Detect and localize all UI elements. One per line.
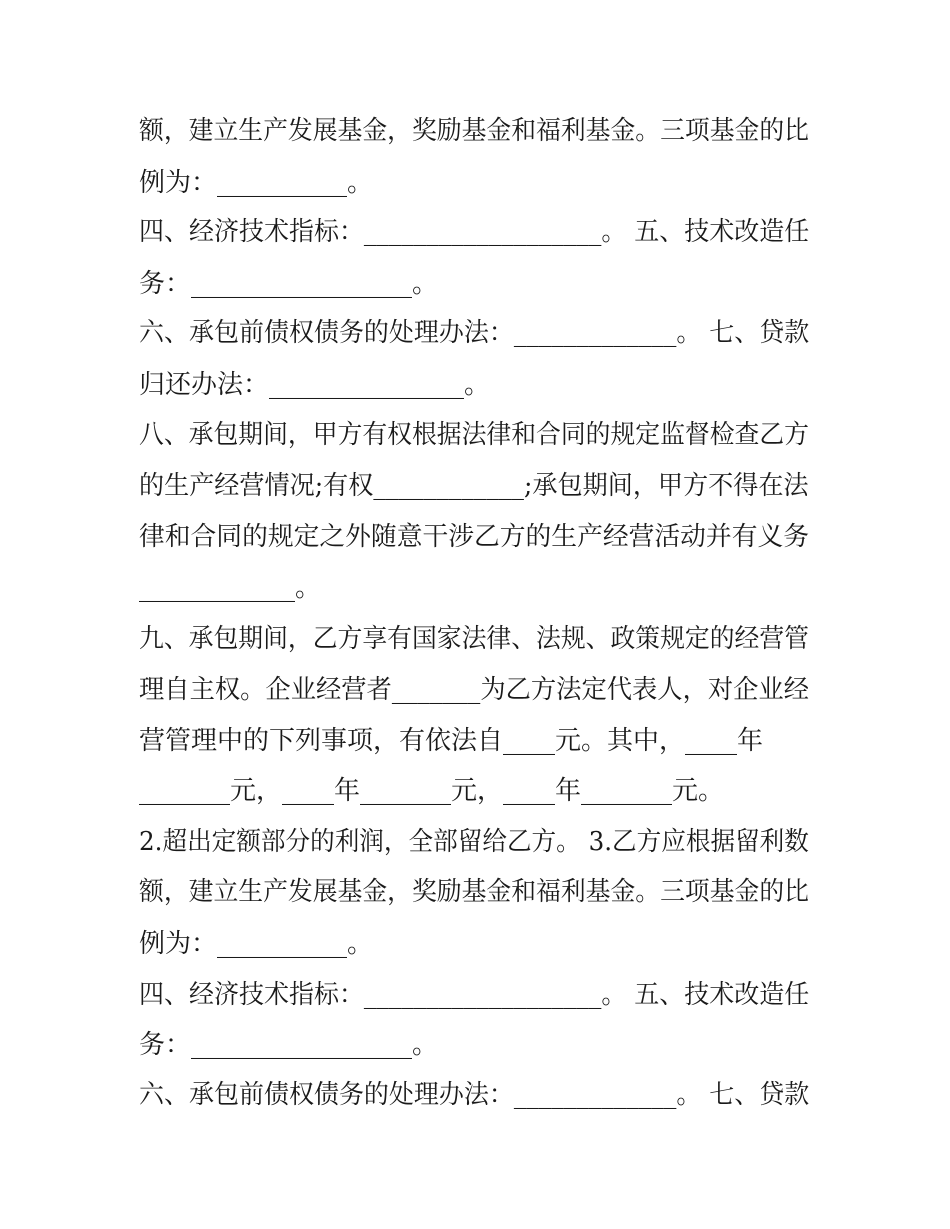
text-line: 八、承包期间，甲方有权根据法律和合同的规定监督检查乙方 — [139, 420, 810, 450]
text-line: 归还办法：_______________。 — [139, 370, 491, 400]
text-line: 理自主权。企业经营者_______为乙方法定代表人，对企业经 — [139, 675, 810, 705]
text-line: 四、经济技术指标：___________________。 五、技术改造任 — [139, 980, 810, 1010]
text-line: 务：_________________。 — [139, 269, 439, 299]
text-line: ____________。 — [139, 573, 322, 603]
text-line: 律和合同的规定之外随意干涉乙方的生产经营活动并有义务 — [139, 522, 810, 552]
text-line: 营管理中的下列事项，有依法自____元。其中，____年 — [139, 726, 764, 756]
text-line: 六、承包前债权债务的处理办法：_____________。 七、贷款 — [139, 318, 810, 348]
text-line: 额，建立生产发展基金，奖励基金和福利基金。三项基金的比 — [139, 877, 810, 907]
text-line: 四、经济技术指标：___________________。 五、技术改造任 — [139, 217, 810, 247]
text-line: _______元，____年_______元，____年_______元。 — [139, 776, 725, 806]
text-line: 六、承包前债权债务的处理办法：_____________。 七、贷款 — [139, 1080, 810, 1110]
text-line: 2.超出定额部分的利润，全部留给乙方。 3.乙方应根据留利数 — [139, 827, 809, 857]
text-line: 例为：__________。 — [139, 929, 374, 959]
text-line: 的生产经营情况;有权____________;承包期间，甲方不得在法 — [139, 471, 809, 501]
text-line: 例为：__________。 — [139, 168, 374, 198]
text-line: 务：_________________。 — [139, 1030, 439, 1060]
text-line: 九、承包期间，乙方享有国家法律、法规、政策规定的经营管 — [139, 624, 810, 654]
text-line: 额，建立生产发展基金，奖励基金和福利基金。三项基金的比 — [139, 116, 810, 146]
